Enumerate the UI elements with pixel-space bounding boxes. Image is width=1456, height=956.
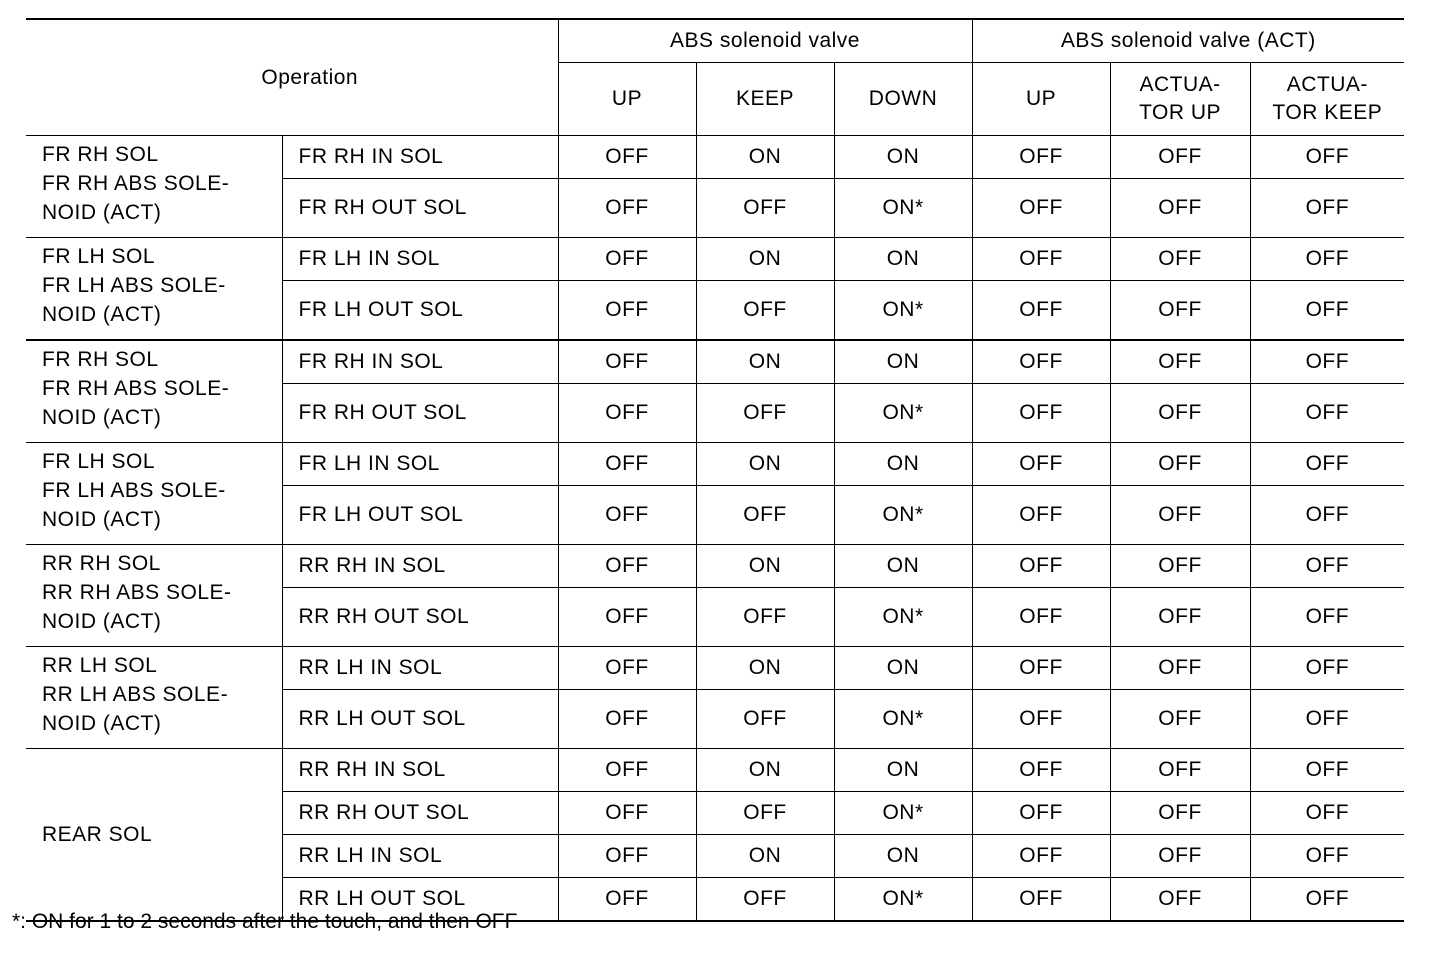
status-value: OFF xyxy=(972,835,1110,878)
status-value: OFF xyxy=(972,340,1110,384)
status-value: ON xyxy=(834,136,972,179)
solenoid-name: RR LH OUT SOL xyxy=(282,878,558,922)
solenoid-group-label: REAR SOL xyxy=(26,749,282,922)
status-value: OFF xyxy=(696,690,834,749)
status-value: OFF xyxy=(1250,136,1404,179)
abs-solenoid-table xyxy=(26,18,1404,922)
status-value: OFF xyxy=(696,179,834,238)
status-value: ON* xyxy=(834,281,972,341)
status-value: OFF xyxy=(558,443,696,486)
status-value: ON* xyxy=(834,588,972,647)
footnote: *: ON for 1 to 2 seconds after the touch, and then OFF xyxy=(12,910,518,933)
status-value: OFF xyxy=(696,281,834,341)
status-value: OFF xyxy=(1250,443,1404,486)
status-value: OFF xyxy=(1250,835,1404,878)
solenoid-name: FR RH IN SOL xyxy=(282,340,558,384)
status-value: OFF xyxy=(1110,647,1250,690)
column-header: ACTUA- TOR UP xyxy=(1110,63,1250,136)
status-value: OFF xyxy=(558,647,696,690)
table-row xyxy=(26,238,1404,281)
status-value: ON xyxy=(696,443,834,486)
column-header: KEEP xyxy=(696,63,834,136)
status-value: OFF xyxy=(1110,136,1250,179)
status-value: OFF xyxy=(1110,749,1250,792)
status-value: OFF xyxy=(558,878,696,922)
status-value: OFF xyxy=(1250,179,1404,238)
status-value: OFF xyxy=(696,384,834,443)
status-value: ON xyxy=(696,340,834,384)
status-value: OFF xyxy=(1110,588,1250,647)
status-value: OFF xyxy=(1110,179,1250,238)
solenoid-name: RR LH IN SOL xyxy=(282,647,558,690)
status-value: OFF xyxy=(1250,238,1404,281)
solenoid-name: RR RH IN SOL xyxy=(282,545,558,588)
status-value: ON xyxy=(834,545,972,588)
table-row xyxy=(26,340,1404,384)
status-value: OFF xyxy=(1250,486,1404,545)
solenoid-group-label: FR RH SOL FR RH ABS SOLE- NOID (ACT) xyxy=(26,340,282,443)
status-value: OFF xyxy=(972,749,1110,792)
solenoid-group-label: FR RH SOL FR RH ABS SOLE- NOID (ACT) xyxy=(26,136,282,238)
column-header: UP xyxy=(972,63,1110,136)
table-row xyxy=(26,647,1404,690)
status-value: OFF xyxy=(558,545,696,588)
status-value: OFF xyxy=(1110,545,1250,588)
column-header: ACTUA- TOR KEEP xyxy=(1250,63,1404,136)
status-value: OFF xyxy=(1250,690,1404,749)
status-value: ON xyxy=(696,545,834,588)
status-value: OFF xyxy=(972,443,1110,486)
solenoid-name: RR LH OUT SOL xyxy=(282,690,558,749)
status-value: OFF xyxy=(1110,690,1250,749)
status-value: OFF xyxy=(1110,384,1250,443)
status-value: OFF xyxy=(1110,878,1250,922)
status-value: OFF xyxy=(696,792,834,835)
operation-header: Operation xyxy=(26,19,558,136)
status-value: OFF xyxy=(1250,340,1404,384)
column-header: UP xyxy=(558,63,696,136)
status-value: ON* xyxy=(834,878,972,922)
status-value: OFF xyxy=(558,179,696,238)
status-value: OFF xyxy=(558,588,696,647)
status-value: OFF xyxy=(558,281,696,341)
status-value: ON* xyxy=(834,384,972,443)
abs-solenoid-valve-act-header: ABS solenoid valve (ACT) xyxy=(972,19,1404,63)
status-value: OFF xyxy=(972,238,1110,281)
status-value: ON xyxy=(834,443,972,486)
status-value: OFF xyxy=(558,690,696,749)
status-value: OFF xyxy=(972,281,1110,341)
status-value: OFF xyxy=(972,179,1110,238)
abs-solenoid-valve-header: ABS solenoid valve xyxy=(558,19,972,63)
header-row-1 xyxy=(26,19,1404,63)
solenoid-name: FR LH IN SOL xyxy=(282,443,558,486)
status-value: OFF xyxy=(1250,384,1404,443)
status-value: ON* xyxy=(834,486,972,545)
status-value: ON xyxy=(834,647,972,690)
status-value: OFF xyxy=(1250,792,1404,835)
solenoid-name: RR RH OUT SOL xyxy=(282,792,558,835)
status-value: ON xyxy=(834,238,972,281)
status-value: OFF xyxy=(1110,443,1250,486)
status-value: OFF xyxy=(558,749,696,792)
status-value: ON xyxy=(696,647,834,690)
status-value: ON xyxy=(696,238,834,281)
solenoid-name: FR LH IN SOL xyxy=(282,238,558,281)
status-value: OFF xyxy=(1110,486,1250,545)
solenoid-group-label: RR LH SOL RR LH ABS SOLE- NOID (ACT) xyxy=(26,647,282,749)
status-value: OFF xyxy=(972,384,1110,443)
solenoid-name: FR LH OUT SOL xyxy=(282,486,558,545)
solenoid-group-label: FR LH SOL FR LH ABS SOLE- NOID (ACT) xyxy=(26,238,282,341)
status-value: OFF xyxy=(558,340,696,384)
solenoid-group-label: FR LH SOL FR LH ABS SOLE- NOID (ACT) xyxy=(26,443,282,545)
status-value: OFF xyxy=(1110,340,1250,384)
status-value: ON xyxy=(834,835,972,878)
status-value: OFF xyxy=(1250,647,1404,690)
status-value: OFF xyxy=(1250,588,1404,647)
status-value: OFF xyxy=(972,588,1110,647)
status-value: OFF xyxy=(558,486,696,545)
status-value: ON* xyxy=(834,179,972,238)
status-value: ON xyxy=(696,835,834,878)
solenoid-name: FR LH OUT SOL xyxy=(282,281,558,341)
column-header: DOWN xyxy=(834,63,972,136)
solenoid-name: RR LH IN SOL xyxy=(282,835,558,878)
status-value: OFF xyxy=(972,878,1110,922)
status-value: OFF xyxy=(1110,238,1250,281)
solenoid-name: FR RH OUT SOL xyxy=(282,179,558,238)
status-value: OFF xyxy=(972,486,1110,545)
status-value: OFF xyxy=(558,238,696,281)
status-value: OFF xyxy=(1110,281,1250,341)
status-value: OFF xyxy=(1110,835,1250,878)
status-value: OFF xyxy=(972,136,1110,179)
status-value: OFF xyxy=(696,486,834,545)
solenoid-name: FR RH OUT SOL xyxy=(282,384,558,443)
status-value: OFF xyxy=(972,545,1110,588)
table-row xyxy=(26,136,1404,179)
status-value: OFF xyxy=(972,792,1110,835)
status-value: OFF xyxy=(1110,792,1250,835)
table-row xyxy=(26,749,1404,792)
status-value: ON* xyxy=(834,792,972,835)
status-value: OFF xyxy=(696,878,834,922)
status-value: OFF xyxy=(696,588,834,647)
status-value: OFF xyxy=(1250,878,1404,922)
status-value: ON xyxy=(834,749,972,792)
solenoid-name: RR RH IN SOL xyxy=(282,749,558,792)
status-value: OFF xyxy=(1250,749,1404,792)
table-row xyxy=(26,443,1404,486)
solenoid-group-label: RR RH SOL RR RH ABS SOLE- NOID (ACT) xyxy=(26,545,282,647)
status-value: ON xyxy=(696,136,834,179)
status-value: OFF xyxy=(1250,281,1404,341)
status-value: ON* xyxy=(834,690,972,749)
status-value: OFF xyxy=(1250,545,1404,588)
status-value: OFF xyxy=(558,792,696,835)
status-value: OFF xyxy=(558,136,696,179)
table-row xyxy=(26,545,1404,588)
status-value: OFF xyxy=(558,835,696,878)
status-value: OFF xyxy=(972,647,1110,690)
status-value: OFF xyxy=(558,384,696,443)
status-value: OFF xyxy=(972,690,1110,749)
status-value: ON xyxy=(696,749,834,792)
solenoid-name: FR RH IN SOL xyxy=(282,136,558,179)
status-value: ON xyxy=(834,340,972,384)
solenoid-name: RR RH OUT SOL xyxy=(282,588,558,647)
